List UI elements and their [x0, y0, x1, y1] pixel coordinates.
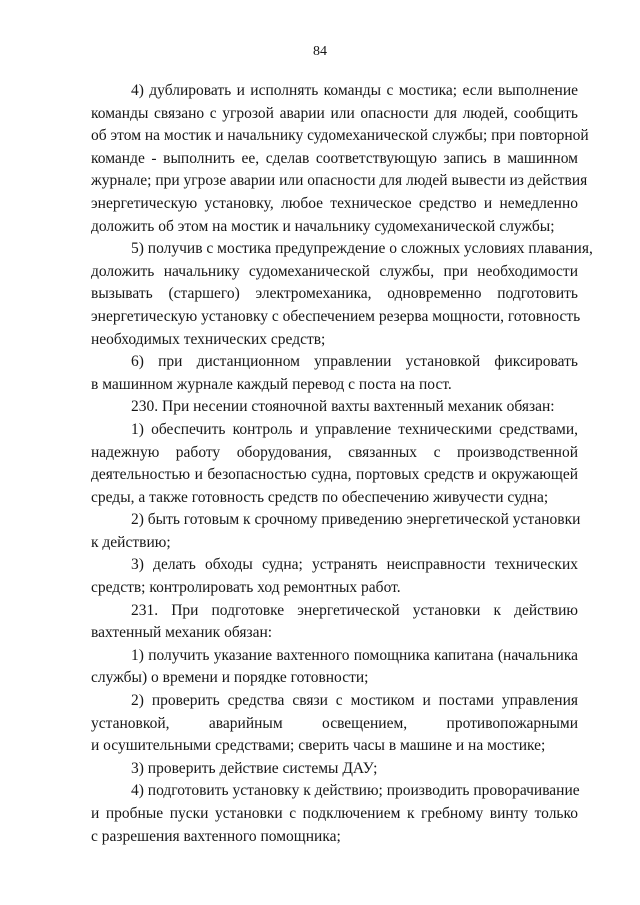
paragraph	[91, 780, 578, 848]
text-line: и пробные пуски установки с подключением к гребному винту только	[91, 805, 578, 822]
text-line: установкой, аварийным освещением, противопожарными	[91, 714, 578, 732]
text-line: 4) подготовить установку к действию; производить проворачивание	[131, 782, 580, 800]
text-line: 3) проверить действие системы ДАУ;	[131, 759, 378, 777]
text-line: доложить начальнику судомеханической службы, при необходимости	[91, 262, 578, 280]
paragraph	[91, 645, 578, 690]
text-line: об этом на мостик и начальнику судомеханической службы; при повторной	[91, 127, 589, 145]
text-line: 1) получить указание вахтенного помощника капитана (начальника	[131, 646, 578, 664]
text-line: службы) о времени и порядке готовности;	[91, 669, 369, 687]
text-line: к действию;	[91, 533, 171, 551]
text-line: 230. При несении стояночной вахты вахтенный механик обязан:	[131, 398, 555, 416]
text-line: 3) делать обходы судна; устранять неисправности технических	[131, 556, 578, 574]
text-line: 2) быть готовым к срочному приведению энергетической установки	[131, 511, 581, 529]
text-line: 231. При подготовке энергетической установки к действию	[131, 601, 578, 619]
paragraph	[91, 554, 578, 599]
text-line: журнале; при угрозе аварии или опасности для людей вывести из действия	[91, 172, 588, 190]
text-line: 2) проверить средства связи с мостиком и постами управления	[131, 692, 578, 710]
text-line: доложить об этом на мостик и начальнику судомеханической службы;	[91, 217, 555, 235]
text-line: в машинном журнале каждый перевод с поста на пост.	[91, 375, 452, 393]
paragraph	[91, 690, 578, 758]
paragraph	[91, 509, 581, 554]
text-line: 5) получив с мостика предупреждение о сложных условиях плавания,	[131, 240, 593, 258]
text-line: 6) при дистанционном управлении установкой фиксировать	[131, 353, 578, 371]
text-line: необходимых технических средств;	[91, 330, 326, 348]
paragraph	[91, 80, 589, 238]
text-line: вахтенный механик обязан:	[91, 624, 273, 642]
text-line: надежную работу оборудования, связанных с производственной	[91, 443, 578, 461]
text-line: энергетическую установку с обеспечением резерва мощности, готовность	[91, 307, 581, 325]
page-number: 84	[313, 44, 327, 59]
paragraph	[91, 419, 578, 509]
document-body	[91, 80, 593, 848]
text-line: энергетическую установку, любое техническое средство и немедленно	[91, 194, 578, 212]
paragraph	[91, 351, 578, 396]
text-line: среды, а также готовность средств по обеспечению живучести судна;	[91, 488, 549, 506]
text-line: 4) дублировать и исполнять команды с мостика; если выполнение	[131, 82, 578, 99]
text-line: и осушительными средствами; сверить часы в машине и на мостике;	[91, 737, 546, 755]
paragraph	[91, 758, 578, 781]
paragraph	[91, 238, 593, 351]
text-line: деятельностью и безопасностью судна, портовых средств и окружающей	[91, 466, 578, 484]
text-line: команды связано с угрозой аварии или опасности для людей, сообщить	[91, 104, 578, 122]
text-line: средств; контролировать ход ремонтных работ.	[91, 579, 401, 597]
text-line: команде - выполнить ее, сделав соответствующую запись в машинном	[91, 149, 578, 167]
paragraph	[91, 600, 578, 645]
paragraph	[91, 396, 578, 419]
text-line: 1) обеспечить контроль и управление техническими средствами,	[131, 420, 578, 438]
text-line: вызывать (старшего) электромеханика, одновременно подготовить	[91, 285, 578, 303]
text-line: с разрешения вахтенного помощника;	[91, 827, 341, 845]
